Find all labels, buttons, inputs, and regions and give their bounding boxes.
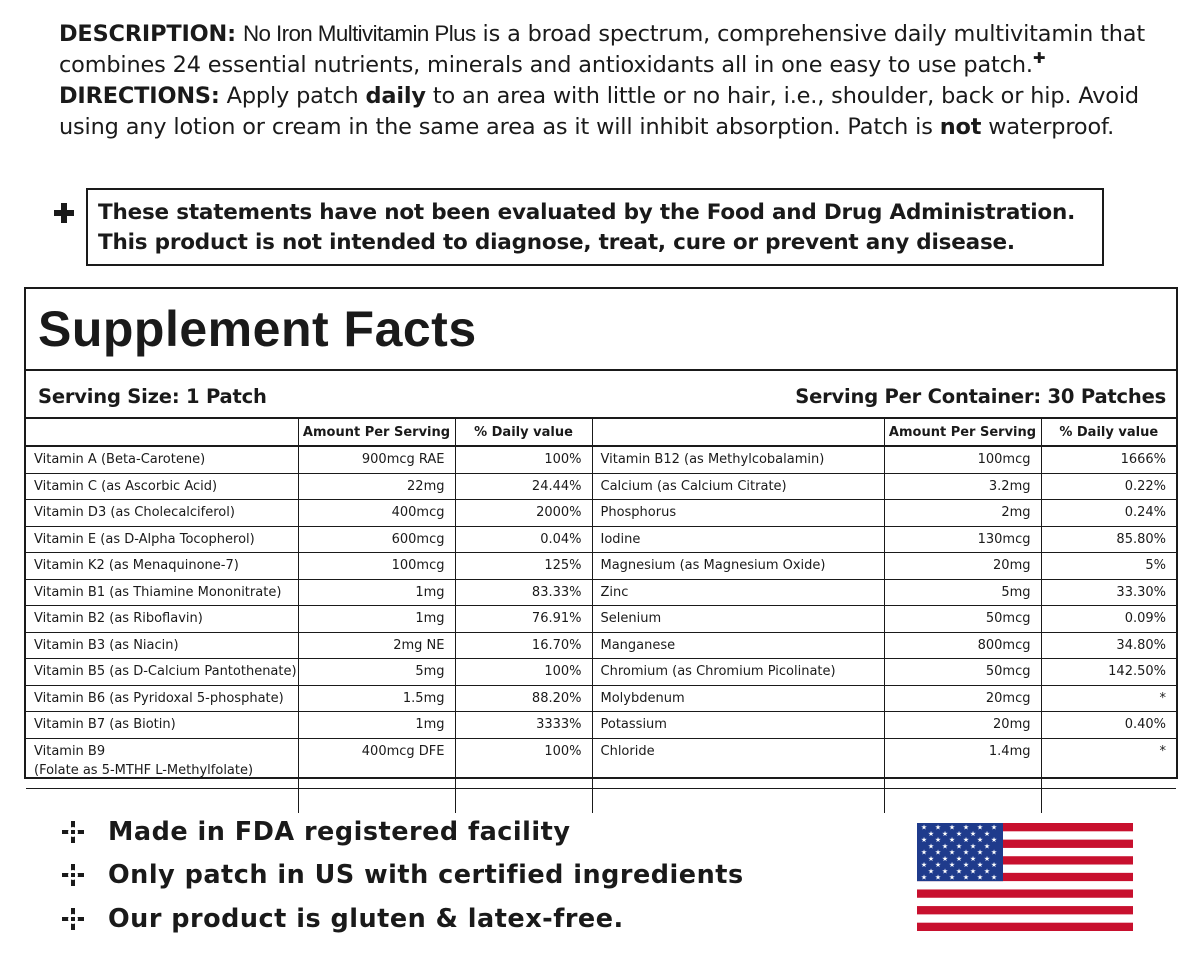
nutrient-name: Magnesium (as Magnesium Oxide)	[592, 553, 884, 580]
table-row	[26, 526, 1176, 553]
flag-star: ★	[983, 854, 991, 863]
table-row	[26, 553, 1176, 580]
flag-star: ★	[990, 848, 998, 857]
flag-star: ★	[927, 854, 935, 863]
flag-stripe	[917, 881, 1133, 890]
table-row	[26, 685, 1176, 712]
flag-star: ★	[927, 829, 935, 838]
amount-per-serving: 400mcg	[298, 500, 455, 527]
table-row	[26, 606, 1176, 633]
cross-plus-icon	[62, 821, 84, 843]
product-name: No Iron Multivitamin Plus	[242, 21, 476, 46]
us-flag-icon	[917, 823, 1133, 931]
flag-star: ★	[976, 823, 984, 832]
nutrient-subname: (Folate as 5-MTHF L-Methylfolate)	[34, 762, 254, 778]
daily-value: *	[1041, 738, 1176, 788]
flag-star: ★	[990, 873, 998, 882]
flag-star: ★	[934, 873, 942, 882]
flag-star: ★	[962, 861, 970, 870]
amount-per-serving: 20mcg	[884, 685, 1041, 712]
flag-star: ★	[969, 854, 977, 863]
daily-value: 33.30%	[1041, 579, 1176, 606]
nutrient-name: Vitamin E (as D-Alpha Tocopherol)	[26, 526, 298, 553]
table-row	[26, 446, 1176, 473]
flag-star: ★	[941, 829, 949, 838]
daily-value: 0.40%	[1041, 712, 1176, 739]
nutrient-name: Chromium (as Chromium Picolinate)	[592, 659, 884, 686]
amount-per-serving: 1.5mg	[298, 685, 455, 712]
flag-star: ★	[976, 873, 984, 882]
table-row	[26, 712, 1176, 739]
amount-per-serving: 22mg	[298, 473, 455, 500]
flag-star: ★	[927, 842, 935, 851]
table-row	[26, 500, 1176, 527]
amount-per-serving: 100mcg	[298, 553, 455, 580]
daily-value: 0.09%	[1041, 606, 1176, 633]
flag-star: ★	[948, 873, 956, 882]
cross-plus-icon	[62, 864, 84, 886]
nutrient-name: Potassium	[592, 712, 884, 739]
amount-per-serving: 5mg	[298, 659, 455, 686]
nutrient-name: Zinc	[592, 579, 884, 606]
flag-star: ★	[934, 861, 942, 870]
header-nutrient-left	[26, 418, 298, 446]
directions-paragraph	[59, 81, 1169, 143]
serving-size: Serving Size: 1 Patch	[38, 385, 267, 408]
empty-cell	[298, 788, 455, 813]
flag-star: ★	[927, 867, 935, 876]
directions-emphasis-not: not	[939, 114, 982, 140]
flag-star: ★	[920, 861, 928, 870]
empty-cell	[884, 788, 1041, 813]
daily-value: *	[1041, 685, 1176, 712]
feature-label: Our product is gluten & latex-free.	[108, 903, 624, 934]
daily-value: 2000%	[455, 500, 592, 527]
daily-value: 85.80%	[1041, 526, 1176, 553]
daily-value: 0.04%	[455, 526, 592, 553]
flag-star: ★	[962, 848, 970, 857]
amount-per-serving: 50mcg	[884, 606, 1041, 633]
flag-stripe	[917, 906, 1133, 915]
feature-item	[62, 810, 744, 854]
header-daily-value-right: % Daily value	[1041, 418, 1176, 446]
table-row	[26, 659, 1176, 686]
flag-star: ★	[920, 848, 928, 857]
daily-value: 83.33%	[455, 579, 592, 606]
fda-disclaimer-line-1: These statements have not been evaluated by the Food and Drug Administration.	[98, 200, 1076, 225]
nutrient-name: Phosphorus	[592, 500, 884, 527]
flag-star: ★	[969, 842, 977, 851]
flag-star: ★	[948, 861, 956, 870]
nutrient-name: Vitamin B1 (as Thiamine Mononitrate)	[26, 579, 298, 606]
nutrient-name: Vitamin B5 (as D-Calcium Pantothenate)	[26, 659, 298, 686]
table-row	[26, 579, 1176, 606]
flag-star: ★	[948, 836, 956, 845]
flag-star: ★	[983, 842, 991, 851]
daily-value: 100%	[455, 659, 592, 686]
table-row	[26, 738, 1176, 788]
nutrient-name: Vitamin B2 (as Riboflavin)	[26, 606, 298, 633]
flag-star: ★	[934, 848, 942, 857]
flag-star: ★	[976, 836, 984, 845]
flag-star: ★	[962, 823, 970, 832]
daily-value: 24.44%	[455, 473, 592, 500]
nutrient-name: Vitamin B6 (as Pyridoxal 5-phosphate)	[26, 685, 298, 712]
description-label: DESCRIPTION:	[59, 21, 236, 47]
nutrient-name: Vitamin D3 (as Cholecalciferol)	[26, 500, 298, 527]
feature-list	[62, 810, 744, 941]
feature-item	[62, 854, 744, 898]
nutrient-name: Vitamin A (Beta-Carotene)	[26, 446, 298, 473]
daily-value: 100%	[455, 446, 592, 473]
amount-per-serving: 1mg	[298, 606, 455, 633]
flag-star: ★	[955, 829, 963, 838]
description-paragraph	[59, 18, 1169, 81]
amount-per-serving: 600mcg	[298, 526, 455, 553]
nutrient-name: Vitamin K2 (as Menaquinone-7)	[26, 553, 298, 580]
daily-value: 34.80%	[1041, 632, 1176, 659]
nutrient-name: Vitamin B7 (as Biotin)	[26, 712, 298, 739]
cross-plus-icon	[62, 908, 84, 930]
flag-stripe	[917, 898, 1133, 907]
amount-per-serving: 50mcg	[884, 659, 1041, 686]
daily-value: 100%	[455, 738, 592, 788]
flag-star: ★	[990, 836, 998, 845]
supplement-facts-table	[26, 417, 1176, 813]
footnote-mark: ✚	[1032, 49, 1046, 67]
amount-per-serving: 900mcg RAE	[298, 446, 455, 473]
flag-star: ★	[934, 823, 942, 832]
empty-cell	[455, 788, 592, 813]
amount-per-serving: 20mg	[884, 553, 1041, 580]
flag-stripe	[917, 923, 1133, 931]
flag-star: ★	[920, 836, 928, 845]
directions-text-3: waterproof.	[981, 114, 1115, 140]
servings-per-container: Serving Per Container: 30 Patches	[795, 385, 1166, 408]
header-daily-value-left: % Daily value	[455, 418, 592, 446]
fda-disclaimer	[86, 188, 1104, 266]
flag-star: ★	[962, 873, 970, 882]
flag-star: ★	[983, 867, 991, 876]
amount-per-serving: 2mg	[884, 500, 1041, 527]
directions-text-2: to an area with little or no hair, i.e., shoulder, back or hip. Avoid using any lotion or cream in the same area as it will inhibit absorption. Patch is	[59, 83, 1139, 140]
directions-label: DIRECTIONS:	[59, 83, 220, 109]
flag-star: ★	[941, 867, 949, 876]
nutrient-name: Calcium (as Calcium Citrate)	[592, 473, 884, 500]
flag-stripe	[917, 889, 1133, 898]
header-nutrient-right	[592, 418, 884, 446]
nutrient-name: Molybdenum	[592, 685, 884, 712]
nutrient-name: Vitamin B12 (as Methylcobalamin)	[592, 446, 884, 473]
table-row-empty	[26, 788, 1176, 813]
feature-item	[62, 897, 744, 941]
flag-stripe	[917, 914, 1133, 923]
daily-value: 125%	[455, 553, 592, 580]
flag-star: ★	[969, 867, 977, 876]
plus-icon	[54, 203, 74, 223]
nutrient-name: Iodine	[592, 526, 884, 553]
daily-value: 76.91%	[455, 606, 592, 633]
amount-per-serving: 3.2mg	[884, 473, 1041, 500]
flag-star: ★	[934, 836, 942, 845]
flag-star: ★	[955, 842, 963, 851]
daily-value: 88.20%	[455, 685, 592, 712]
nutrient-name: Chloride	[592, 738, 884, 788]
flag-star: ★	[948, 848, 956, 857]
intro-text	[59, 18, 1169, 143]
flag-star: ★	[983, 829, 991, 838]
flag-star: ★	[990, 861, 998, 870]
flag-star: ★	[969, 829, 977, 838]
flag-star: ★	[976, 861, 984, 870]
amount-per-serving: 1mg	[298, 579, 455, 606]
fda-disclaimer-line-2: This product is not intended to diagnose, treat, cure or prevent any disease.	[98, 230, 1015, 255]
daily-value: 3333%	[455, 712, 592, 739]
table-header-row	[26, 418, 1176, 446]
empty-cell	[1041, 788, 1176, 813]
table-row	[26, 473, 1176, 500]
amount-per-serving: 400mcg DFE	[298, 738, 455, 788]
flag-star: ★	[962, 836, 970, 845]
flag-star: ★	[955, 854, 963, 863]
daily-value: 16.70%	[455, 632, 592, 659]
flag-star: ★	[948, 823, 956, 832]
nutrient-name: Selenium	[592, 606, 884, 633]
empty-cell	[592, 788, 884, 813]
daily-value: 1666%	[1041, 446, 1176, 473]
amount-per-serving: 20mg	[884, 712, 1041, 739]
flag-star: ★	[976, 848, 984, 857]
feature-label: Only patch in US with certified ingredients	[108, 860, 744, 891]
title-divider	[26, 369, 1176, 371]
amount-per-serving: 1.4mg	[884, 738, 1041, 788]
amount-per-serving: 1mg	[298, 712, 455, 739]
table-row	[26, 632, 1176, 659]
nutrient-name: Vitamin B9 (Folate as 5-MTHF L-Methylfolate)	[26, 738, 298, 788]
flag-star: ★	[941, 854, 949, 863]
amount-per-serving: 2mg NE	[298, 632, 455, 659]
daily-value: 0.22%	[1041, 473, 1176, 500]
flag-star: ★	[990, 823, 998, 832]
supplement-facts-title: Supplement Facts	[38, 301, 477, 357]
daily-value: 5%	[1041, 553, 1176, 580]
flag-star: ★	[941, 842, 949, 851]
supplement-facts-panel	[24, 287, 1178, 779]
amount-per-serving: 800mcg	[884, 632, 1041, 659]
flag-star: ★	[920, 823, 928, 832]
header-amount-left: Amount Per Serving	[298, 418, 455, 446]
amount-per-serving: 130mcg	[884, 526, 1041, 553]
flag-star: ★	[955, 867, 963, 876]
daily-value: 142.50%	[1041, 659, 1176, 686]
description-text: is a broad spectrum, comprehensive daily multivitamin that combines 24 essential nutrients, minerals and antioxidants all in one easy to use patch.	[59, 21, 1145, 78]
flag-star: ★	[920, 873, 928, 882]
nutrient-name: Manganese	[592, 632, 884, 659]
feature-label: Made in FDA registered facility	[108, 816, 571, 847]
amount-per-serving: 100mcg	[884, 446, 1041, 473]
daily-value: 0.24%	[1041, 500, 1176, 527]
directions-text-1: Apply patch	[219, 83, 366, 109]
header-amount-right: Amount Per Serving	[884, 418, 1041, 446]
nutrient-name: Vitamin C (as Ascorbic Acid)	[26, 473, 298, 500]
empty-cell	[26, 788, 298, 813]
nutrient-name: Vitamin B3 (as Niacin)	[26, 632, 298, 659]
amount-per-serving: 5mg	[884, 579, 1041, 606]
directions-emphasis-daily: daily	[365, 83, 426, 109]
